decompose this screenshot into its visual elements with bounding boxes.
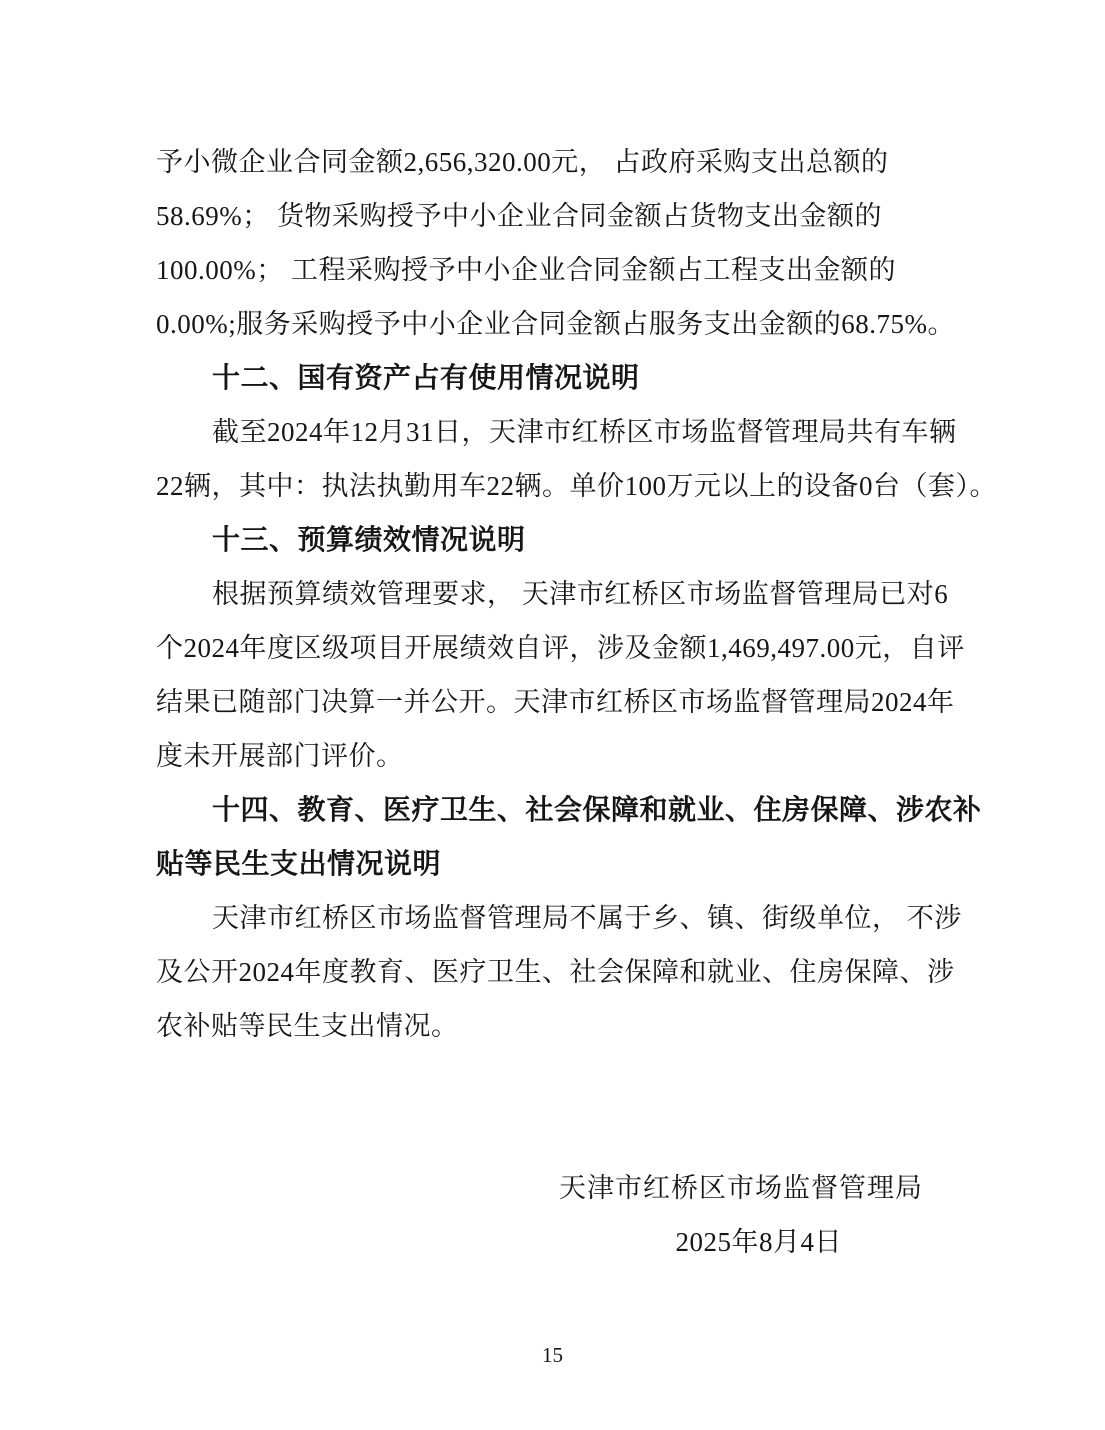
signature-organization: 天津市红桥区市场监督管理局	[559, 1173, 923, 1203]
body-line: 天津市红桥区市场监督管理局不属于乡、镇、街级单位， 不涉	[212, 903, 962, 933]
body-line: 截至2024年12月31日，天津市红桥区市场监督管理局共有车辆	[212, 417, 957, 447]
paragraph-budget-performance	[156, 567, 968, 783]
body-line: 农补贴等民生支出情况。	[156, 1011, 459, 1041]
body-line: 度未开展部门评价。	[156, 741, 404, 771]
body-line: 结果已随部门决算一并公开。天津市红桥区市场监督管理局2024年	[156, 687, 955, 717]
heading-line: 贴等民生支出情况说明	[156, 848, 442, 879]
paragraph-procurement	[156, 135, 968, 351]
page-number: 15	[542, 1343, 563, 1367]
signature-date: 2025年8月4日	[675, 1227, 842, 1257]
paragraph-livelihood-expenditure	[156, 891, 968, 1053]
body-line: 58.69%； 货物采购授予中小企业合同金额占货物支出金额的	[156, 201, 882, 231]
section-heading-12: 十二、国有资产占有使用情况说明	[212, 362, 640, 393]
paragraph-state-assets	[156, 405, 997, 513]
section-heading-13: 十三、预算绩效情况说明	[212, 524, 526, 555]
body-line: 予小微企业合同金额2,656,320.00元， 占政府采购支出总额的	[156, 147, 889, 177]
body-line: 个2024年度区级项目开展绩效自评，涉及金额1,469,497.00元，自评	[156, 633, 965, 663]
heading-line: 十四、教育、医疗卫生、社会保障和就业、住房保障、涉农补	[212, 794, 982, 825]
body-line: 100.00%； 工程采购授予中小企业合同金额占工程支出金额的	[156, 255, 896, 285]
body-line: 22辆，其中：执法执勤用车22辆。单价100万元以上的设备0台（套）。	[156, 471, 997, 501]
section-heading-14	[156, 783, 982, 891]
body-line: 及公开2024年度教育、医疗卫生、社会保障和就业、住房保障、涉	[156, 957, 955, 987]
document-body	[156, 135, 997, 1053]
body-line: 0.00%;服务采购授予中小企业合同金额占服务支出金额的68.75%。	[156, 309, 955, 339]
body-line: 根据预算绩效管理要求， 天津市红桥区市场监督管理局已对6	[212, 579, 949, 609]
